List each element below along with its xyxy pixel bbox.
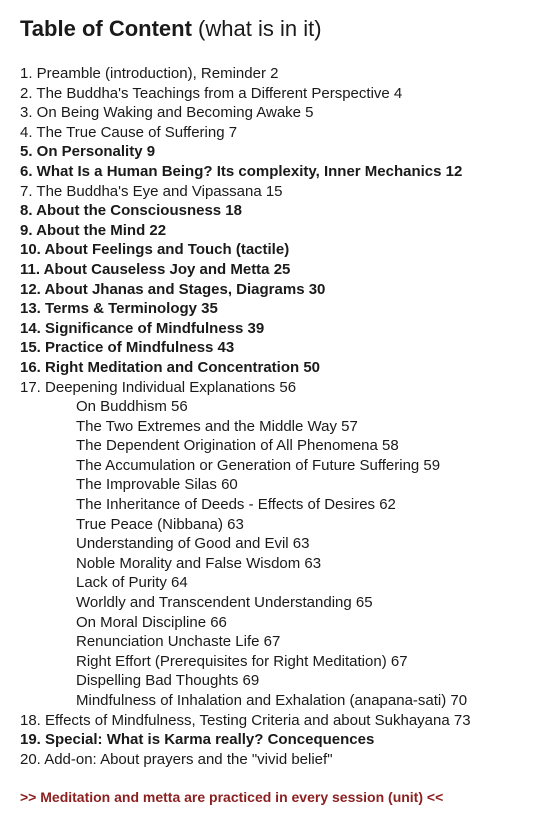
toc-subentry: The Dependent Origination of All Phenomena 58 [76, 437, 399, 455]
toc-list [20, 64, 545, 769]
toc-entry: 15. Practice of Mindfulness 43 [20, 339, 235, 357]
toc-entry: 7. The Buddha's Eye and Vipassana 15 [20, 182, 283, 200]
toc-entry: 14. Significance of Mindfulness 39 [20, 319, 265, 337]
toc-entry: 3. On Being Waking and Becoming Awake 5 [20, 104, 314, 122]
toc-entry: 5. On Personality 9 [20, 143, 156, 161]
toc-subentry: Understanding of Good and Evil 63 [76, 535, 310, 553]
toc-subentry: The Accumulation or Generation of Future Suffering 59 [76, 456, 441, 474]
toc-subentry: The Improvable Silas 60 [76, 476, 238, 494]
toc-entry: 10. About Feelings and Touch (tactile) [20, 241, 290, 259]
page-title-subtitle: (what is in it) [198, 16, 322, 41]
toc-subentry: Mindfulness of Inhalation and Exhalation (anapana-sati) 70 [76, 692, 468, 709]
toc-subentry: Noble Morality and False Wisdom 63 [76, 554, 322, 572]
toc-entry: 8. About the Consciousness 18 [20, 202, 242, 220]
toc-subentry: The Inheritance of Deeds - Effects of Desires 62 [76, 496, 396, 514]
toc-subentry: Dispelling Bad Thoughts 69 [76, 672, 260, 690]
toc-entry: 6. What Is a Human Being? Its complexity, Inner Mechanics 12 [20, 162, 463, 180]
toc-entry: 9. About the Mind 22 [20, 221, 167, 239]
toc-entry: 4. The True Cause of Suffering 7 [20, 123, 238, 141]
table-of-contents-page [20, 14, 545, 806]
toc-entry: 12. About Jhanas and Stages, Diagrams 30 [20, 280, 326, 298]
toc-entry: 2. The Buddha's Teachings from a Different Perspective 4 [20, 84, 403, 102]
toc-subentry: Lack of Purity 64 [76, 574, 188, 592]
toc-subentry: On Buddhism 56 [76, 398, 188, 416]
toc-entry: 1. Preamble (introduction), Reminder 2 [20, 65, 279, 82]
toc-entry: 16. Right Meditation and Concentration 50 [20, 358, 321, 376]
toc-subentry: On Moral Discipline 66 [76, 613, 227, 631]
toc-entry: 17. Deepening Individual Explanations 56 [20, 378, 297, 396]
toc-entry: 20. Add-on: About prayers and the "vivid belief" [20, 750, 333, 768]
page-title-main: Table of Content [20, 16, 192, 41]
toc-subentry: True Peace (Nibbana) 63 [76, 515, 244, 533]
footer-note: >> Meditation and metta are practiced in every session (unit) << [20, 789, 444, 806]
page-title [20, 14, 545, 44]
toc-subentry: Right Effort (Prerequisites for Right Meditation) 67 [76, 652, 408, 670]
toc-entry: 19. Special: What is Karma really? Concequences [20, 731, 375, 749]
toc-subentry: Renunciation Unchaste Life 67 [76, 633, 281, 651]
toc-subentry: Worldly and Transcendent Understanding 65 [76, 594, 373, 612]
toc-subentry: The Two Extremes and the Middle Way 57 [76, 417, 358, 435]
toc-entry: 13. Terms & Terminology 35 [20, 300, 218, 318]
toc-entry: 18. Effects of Mindfulness, Testing Criteria and about Sukhayana 73 [20, 711, 471, 729]
toc-entry: 11. About Causeless Joy and Metta 25 [20, 260, 291, 278]
